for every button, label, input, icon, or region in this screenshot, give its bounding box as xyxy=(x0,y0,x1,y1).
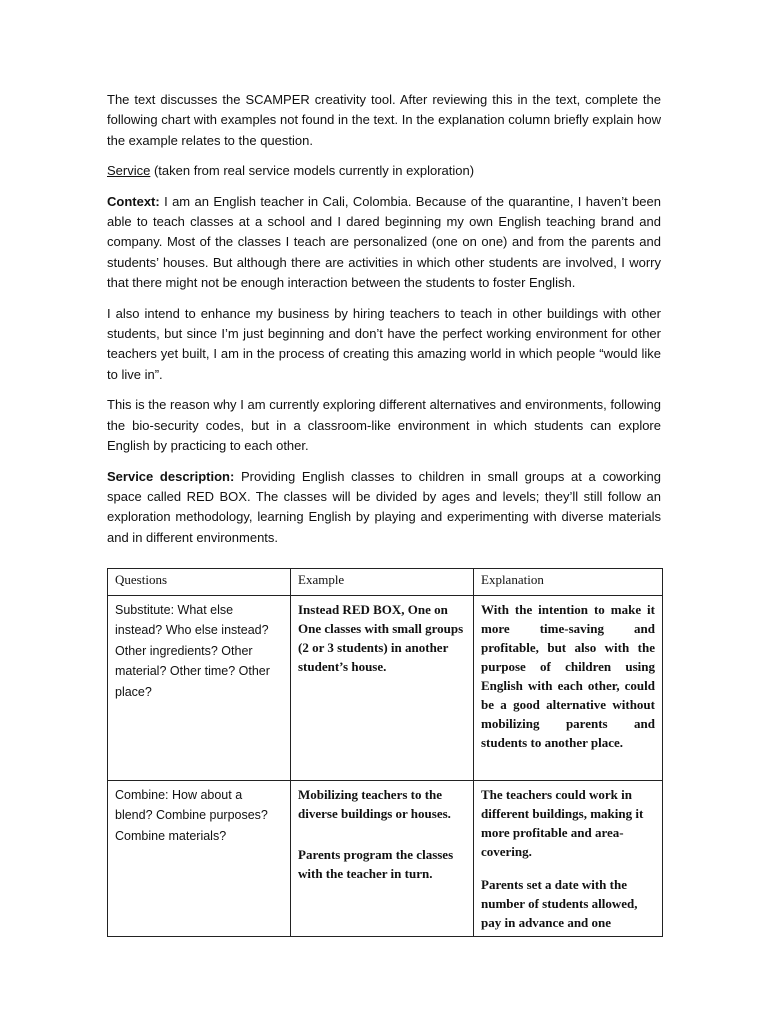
reason-paragraph: This is the reason why I am currently exploring different alternatives and environments, following the bio-security codes, but in a classroom-like environment in which students can explore English by practicing to each other. xyxy=(107,397,661,454)
context-paragraph xyxy=(107,192,661,294)
header-explanation: Explanation xyxy=(474,569,663,596)
table-header-row xyxy=(108,569,663,596)
explanation-text: Parents set a date with the number of students allowed, pay in advance and one xyxy=(481,877,638,930)
scamper-table xyxy=(107,568,663,937)
context-label: Context: xyxy=(107,193,160,209)
service-heading xyxy=(107,161,661,181)
service-heading-note: (taken from real service models currently in exploration) xyxy=(150,163,475,179)
example-cell xyxy=(291,596,474,781)
explanation-cell xyxy=(474,781,663,937)
service-description-text: Providing English classes to children in small groups at a coworking space called RED BOX. The classes will be divided by ages and levels; they’ll still follow an exploration methodology, learning English by playing and experimenting with diverse materials and in different environments. xyxy=(107,468,661,545)
document-body xyxy=(107,90,661,558)
service-description-paragraph xyxy=(107,467,661,549)
example-text: Mobilizing teachers to the diverse buildings or houses. xyxy=(298,787,451,821)
business-paragraph: I also intend to enhance my business by hiring teachers to teach in other buildings with other students, but since I’m just beginning and don’t have the perfect working environment for other teachers yet built, I am in the process of creating this amazing world in which people “would like to live in”. xyxy=(107,305,661,382)
header-example: Example xyxy=(291,569,474,596)
intro-paragraph: The text discusses the SCAMPER creativity tool. After reviewing this in the text, complete the following chart with examples not found in the text. In the explanation column briefly explain how the example relates to the question. xyxy=(107,92,661,148)
service-heading-label: Service xyxy=(107,163,151,179)
example-text: Parents program the classes with the teacher in turn. xyxy=(298,847,454,881)
context-text: I am an English teacher in Cali, Colombia. Because of the quarantine, I haven’t been able to teach classes at a school and I dared beginning my own English teaching brand and company. Most of the classes I teach are personalized (one on one) and from the parents and students’ houses. But although there are activities in which other students are involved, I worry that there might not be enough interaction between the students to foster English. xyxy=(107,193,661,291)
example-cell xyxy=(291,781,474,937)
example-text: Instead RED BOX, One on One classes with small groups (2 or 3 students) in another student’s house. xyxy=(298,602,464,674)
explanation-text: With the intention to make it more time-saving and profitable, but also with the purpose of children using English with each other, could be a good alternative without mobilizing parents and students to another place. xyxy=(481,602,655,750)
explanation-cell xyxy=(474,596,663,781)
question-cell: Combine: How about a blend? Combine purposes? Combine materials? xyxy=(108,781,291,937)
table-row-substitute xyxy=(108,596,663,781)
explanation-text: The teachers could work in different buildings, making it more profitable and area-covering. xyxy=(481,787,644,859)
question-cell: Substitute: What else instead? Who else instead? Other ingredients? Other material? Other time? Other place? xyxy=(108,596,291,781)
table-row-combine xyxy=(108,781,663,937)
service-description-label: Service description: xyxy=(107,468,235,484)
header-questions: Questions xyxy=(108,569,291,596)
